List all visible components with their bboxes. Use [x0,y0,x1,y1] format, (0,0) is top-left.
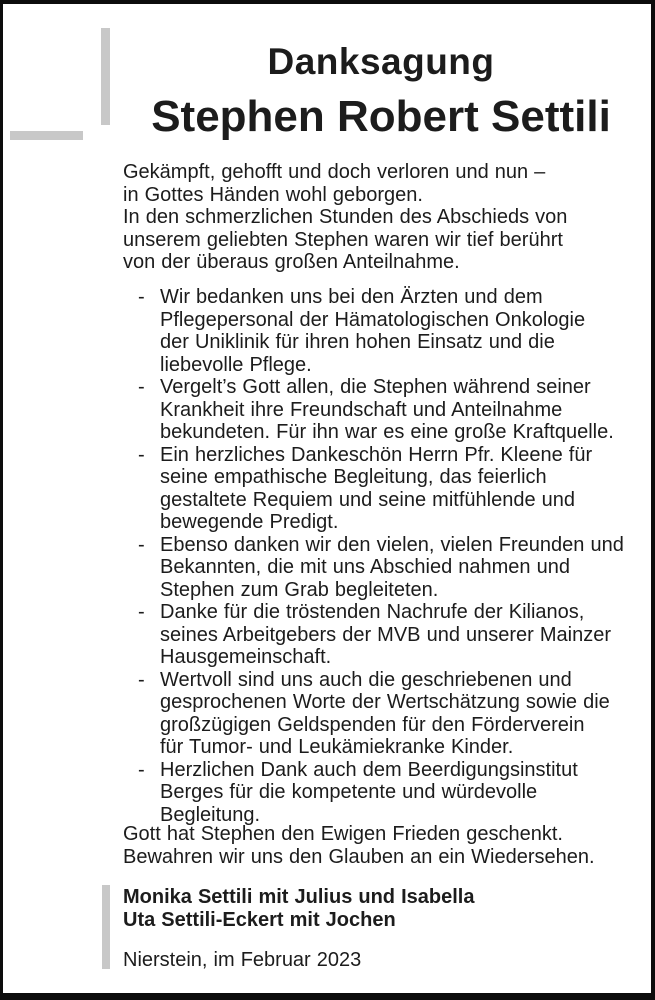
decor-bar-bottom-vertical [102,885,110,969]
thanks-item-text [160,759,639,827]
thanks-item-text [160,669,639,759]
thanks-item-line: Pflegepersonal der Hämatologischen Onkologie [160,308,586,331]
thanks-item-line: großzügigen Geldspenden für den Förderverein [160,713,585,736]
thanks-item-line: Herzlichen Dank auch dem Beerdigungsinstitut [160,758,578,781]
thanks-item-line: Ebenso danken wir den vielen, vielen Freunden und [160,533,624,556]
list-dash-marker: - [138,533,145,556]
list-dash-marker: - [138,376,145,398]
closing-line: Gott hat Stephen den Ewigen Frieden geschenkt. [123,823,563,845]
decor-bar-top-horizontal [10,131,83,140]
thanks-item-line: Wertvoll sind uns auch die geschriebenen und [160,668,572,691]
thanks-item [123,534,639,602]
intro-line: in Gottes Händen wohl geborgen. [123,183,423,206]
thanks-item-line: Begleitung. [160,803,261,826]
thanks-item-line: Ein herzliches Dankeschön Herrn Pfr. Kleene für [160,443,593,466]
intro-line: von der überaus großen Anteilnahme. [123,251,460,273]
notice-heading: Danksagung [267,41,495,82]
list-dash-marker: - [138,668,145,691]
closing-paragraph [123,823,639,868]
thanks-item-text [160,376,639,444]
list-dash-marker: - [138,601,145,623]
list-dash-marker: - [138,758,145,781]
list-dash-marker: - [138,443,145,466]
notice-inner [3,4,651,993]
thanks-item-line: bewegende Predigt. [160,511,339,533]
thanks-item-line: der Uniklinik für ihren hohen Einsatz und die [160,331,555,353]
thanks-item-line: für Tumor- und Leukämiekranke Kinder. [160,736,514,758]
intro-line: Gekämpft, gehofft und doch verloren und nun – [123,161,546,183]
intro-line: In den schmerzlichen Stunden des Abschieds von [123,206,568,228]
thanks-item [123,286,639,376]
thanks-item-line: Bekannten, die mit uns Abschied nahmen und [160,556,570,578]
thanks-item-text [160,534,639,602]
thanks-item-line: Danke für die tröstenden Nachrufe der Kilianos, [160,601,585,623]
thanks-item-line: bekundeten. Für ihn war es eine große Kraftquelle. [160,421,614,443]
signature-block [123,886,639,931]
thanks-item-line: Krankheit ihre Freundschaft und Anteilnahme [160,398,563,421]
signature-line: Uta Settili-Eckert mit Jochen [123,908,396,931]
thanks-item-line: Hausgemeinschaft. [160,646,332,668]
intro-line: unserem geliebten Stephen waren wir tief berührt [123,228,563,251]
dateline: Nierstein, im Februar 2023 [123,949,362,971]
deceased-name: Stephen Robert Settili [151,92,611,141]
thanks-item-line: Wir bedanken uns bei den Ärzten und dem [160,286,543,308]
thanks-item [123,376,639,444]
thanks-item-text [160,444,639,534]
thanks-item-line: liebevolle Pflege. [160,353,312,376]
closing-line: Bewahren wir uns den Glauben an ein Wiedersehen. [123,845,595,868]
thanks-item [123,759,639,827]
thanks-item-line: Berges für die kompetente und würdevolle [160,781,538,803]
thanks-item-line: seine empathische Begleitung, das feierlich [160,466,547,488]
thanks-item-line: Stephen zum Grab begleiteten. [160,578,439,601]
thanks-item-line: Vergelt’s Gott allen, die Stephen während seiner [160,376,591,398]
list-dash-marker: - [138,286,145,308]
thanks-item-text [160,601,639,669]
decor-bar-top-vertical [101,28,110,125]
signature-line: Monika Settili mit Julius und Isabella [123,886,475,908]
thanks-item [123,669,639,759]
thanks-item-line: gesprochenen Worte der Wertschätzung sowie die [160,691,610,713]
thanks-item [123,601,639,669]
intro-paragraph [123,161,639,274]
thanks-list [123,286,639,826]
thanks-item-line: gestaltete Requiem und seine mitfühlende und [160,488,575,511]
thanks-item [123,444,639,534]
thanks-item-text [160,286,639,376]
thanks-item-line: seines Arbeitgebers der MVB und unserer Mainzer [160,623,612,646]
